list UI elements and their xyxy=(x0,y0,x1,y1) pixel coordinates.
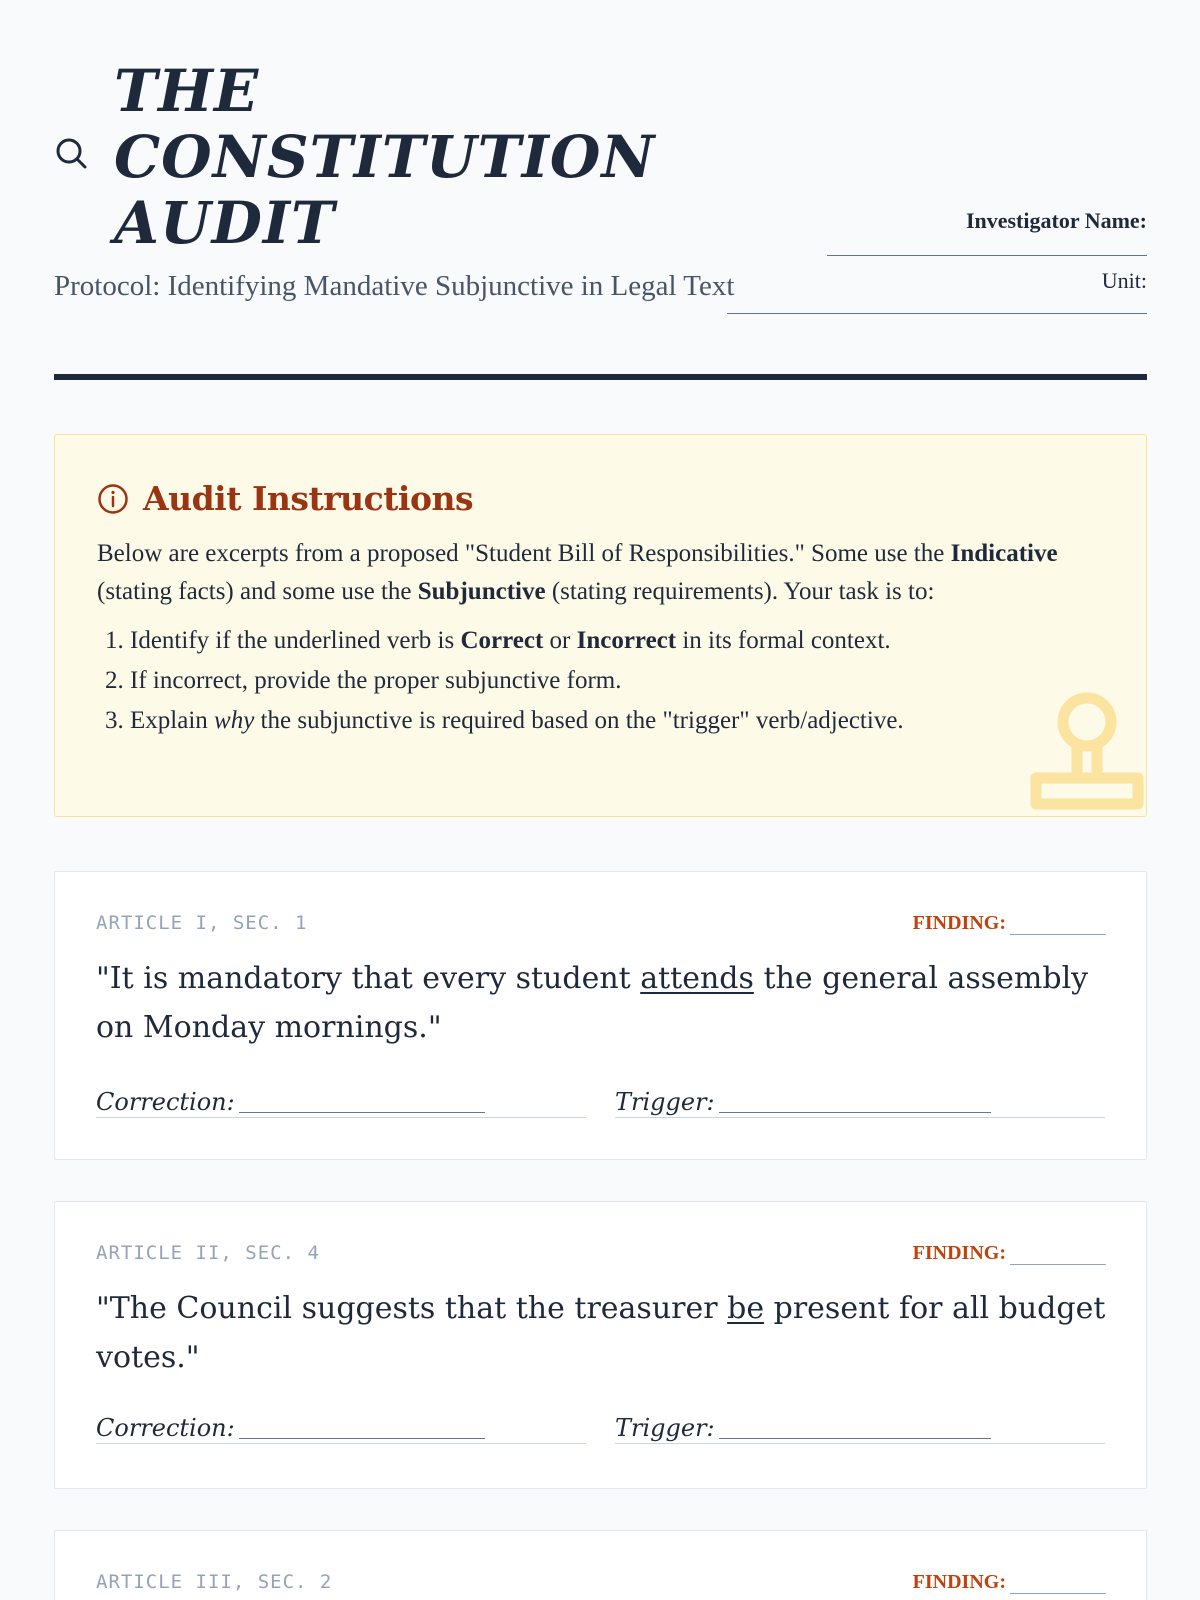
instructions-box xyxy=(54,434,1147,817)
underlined-verb: be xyxy=(727,1291,765,1326)
finding-field[interactable] xyxy=(913,1242,1106,1265)
finding-field[interactable] xyxy=(913,1571,1106,1594)
article-reference: ARTICLE I, SEC. 1 xyxy=(96,912,308,934)
finding-label: FINDING: xyxy=(912,1571,1006,1593)
finding-field[interactable] xyxy=(913,912,1106,935)
worksheet-header xyxy=(54,0,1147,380)
header-divider xyxy=(54,374,1147,380)
correction-label: Correction: xyxy=(96,1414,235,1442)
unit-field[interactable] xyxy=(727,294,1147,314)
investigator-meta xyxy=(727,208,1147,314)
correction-blank[interactable] xyxy=(239,1091,485,1113)
info-icon xyxy=(97,483,129,515)
article-reference: ARTICLE III, SEC. 2 xyxy=(96,1571,333,1593)
trigger-label: Trigger: xyxy=(615,1414,715,1442)
investigator-name-field[interactable] xyxy=(827,234,1147,256)
correction-field[interactable] xyxy=(96,1414,586,1444)
article-quote: "It is mandatory that every student attends the general assembly on Monday mornings." xyxy=(96,961,1089,1045)
page-title xyxy=(114,58,655,256)
article-card xyxy=(54,1201,1147,1489)
correction-blank[interactable] xyxy=(239,1417,485,1439)
title-line-2: CONSTITUTION xyxy=(114,123,656,191)
trigger-field[interactable] xyxy=(615,1414,1105,1444)
article-quote: "The Council suggests that the treasurer be present for all budget votes." xyxy=(96,1291,1106,1375)
instructions-title: Audit Instructions xyxy=(143,479,474,518)
instruction-step: 1. Identify if the underlined verb is Correct or Incorrect in its formal context. xyxy=(105,627,891,654)
finding-blank[interactable] xyxy=(1010,917,1106,935)
instructions-steps xyxy=(97,621,1097,741)
underlined-verb: attends xyxy=(640,961,754,996)
article-card xyxy=(54,871,1147,1160)
worksheet-page xyxy=(54,0,1147,1593)
finding-label: FINDING: xyxy=(912,912,1006,934)
unit-label: Unit: xyxy=(1101,268,1147,293)
finding-blank[interactable] xyxy=(1010,1247,1106,1265)
trigger-blank[interactable] xyxy=(719,1091,991,1113)
article-reference: ARTICLE II, SEC. 4 xyxy=(96,1242,320,1264)
trigger-blank[interactable] xyxy=(719,1417,991,1439)
correction-field[interactable] xyxy=(96,1088,586,1118)
instructions-intro: Below are excerpts from a proposed "Student Bill of Responsibilities." Some use the Indicative (stating facts) and some use the Subjunctive (stating requirements). Your task is to: xyxy=(97,540,1058,605)
trigger-label: Trigger: xyxy=(615,1088,715,1116)
page-subtitle: Protocol: Identifying Mandative Subjunctive in Legal Text xyxy=(54,270,735,302)
investigator-name-label: Investigator Name: xyxy=(965,208,1147,233)
instructions-body xyxy=(97,535,1097,741)
search-icon xyxy=(54,136,88,170)
title-line-3: AUDIT xyxy=(114,189,336,257)
article-card xyxy=(54,1530,1147,1600)
finding-blank[interactable] xyxy=(1010,1576,1106,1594)
instructions-heading xyxy=(97,479,473,518)
instruction-step: 3. Explain why the subjunctive is required based on the "trigger" verb/adjective. xyxy=(105,707,904,734)
correction-label: Correction: xyxy=(96,1088,235,1116)
finding-label: FINDING: xyxy=(912,1242,1006,1264)
title-line-1: THE xyxy=(114,57,260,125)
trigger-field[interactable] xyxy=(615,1088,1105,1118)
instruction-step: 2. If incorrect, provide the proper subjunctive form. xyxy=(105,667,622,694)
stamp-icon xyxy=(1022,686,1147,817)
